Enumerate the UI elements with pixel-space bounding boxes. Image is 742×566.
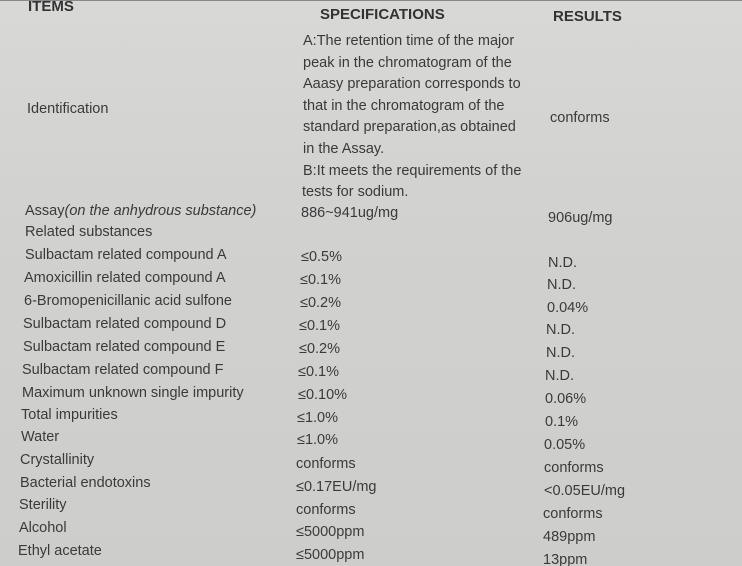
row-item: Water	[21, 429, 60, 445]
row-result: N.D.	[546, 345, 575, 361]
row-result: N.D.	[548, 255, 577, 271]
row-result: 0.06%	[545, 391, 587, 407]
assay-item-note: (on the anhydrous substance)	[64, 203, 257, 219]
identification-item: Identification	[27, 101, 109, 117]
identification-spec	[303, 31, 543, 204]
row-spec: conforms	[296, 456, 356, 472]
row-spec: ≤0.1%	[299, 318, 341, 334]
row-spec: conforms	[296, 502, 356, 518]
row-result: 0.05%	[544, 437, 586, 453]
identification-spec-line: B:It meets the requirements of the	[303, 162, 522, 179]
identification-spec-line: that in the chromatogram of the	[303, 97, 505, 114]
row-spec: ≤5000ppm	[296, 547, 365, 563]
row-result: 13ppm	[543, 552, 588, 566]
row-spec: ≤0.17EU/mg	[296, 479, 377, 495]
header-items: ITEMS	[28, 0, 74, 15]
row-result: <0.05EU/mg	[544, 483, 626, 499]
assay-item	[25, 203, 256, 219]
row-result: conforms	[543, 506, 603, 522]
row-spec: ≤0.5%	[301, 249, 343, 265]
related-substances-heading: Related substances	[25, 224, 153, 240]
identification-spec-line: peak in the chromatogram of the	[303, 54, 512, 71]
identification-spec-line: in the Assay.	[303, 140, 385, 157]
identification-spec-line: Aaasy preparation corresponds to	[303, 76, 521, 93]
row-item: Amoxicillin related compound A	[24, 270, 226, 286]
row-result: 0.04%	[547, 300, 589, 316]
row-item: Sulbactam related compound E	[23, 339, 226, 355]
row-spec: ≤0.2%	[299, 341, 341, 357]
assay-spec: 886~941ug/mg	[301, 205, 399, 221]
row-item: Maximum unknown single impurity	[22, 385, 244, 401]
header-results: RESULTS	[553, 8, 622, 25]
row-spec: ≤1.0%	[297, 432, 339, 448]
row-result: 0.1%	[545, 414, 579, 430]
identification-spec-line: A:The retention time of the major	[303, 33, 515, 49]
identification-result: conforms	[550, 110, 610, 126]
row-result: N.D.	[545, 368, 574, 384]
row-item: Sterility	[19, 497, 67, 513]
row-item: Sulbactam related compound A	[25, 247, 227, 263]
row-item: 6-Bromopenicillanic acid sulfone	[24, 293, 232, 309]
row-item: Alcohol	[19, 520, 67, 536]
row-result: conforms	[544, 460, 604, 476]
row-spec: ≤1.0%	[297, 410, 339, 426]
row-item: Total impurities	[21, 407, 118, 423]
top-rule	[0, 0, 742, 1]
row-item: Sulbactam related compound D	[23, 316, 227, 332]
row-item: Bacterial endotoxins	[20, 475, 151, 491]
assay-item-label: Assay	[25, 203, 65, 219]
row-item: Sulbactam related compound F	[22, 362, 224, 378]
row-result: 489ppm	[543, 529, 596, 545]
row-result: N.D.	[547, 277, 576, 293]
row-item: Ethyl acetate	[18, 543, 102, 559]
row-spec: ≤5000ppm	[296, 524, 365, 540]
row-spec: ≤0.10%	[298, 387, 348, 403]
row-spec: ≤0.1%	[300, 272, 342, 288]
identification-spec-line: standard preparation,as obtained	[303, 119, 516, 136]
header-specifications: SPECIFICATIONS	[320, 6, 445, 23]
row-spec: ≤0.2%	[300, 295, 342, 311]
row-item: Crystallinity	[20, 452, 95, 468]
row-result: N.D.	[546, 322, 575, 338]
identification-spec-line: tests for sodium.	[302, 184, 409, 201]
assay-result: 906ug/mg	[548, 210, 613, 226]
row-spec: ≤0.1%	[298, 364, 340, 380]
